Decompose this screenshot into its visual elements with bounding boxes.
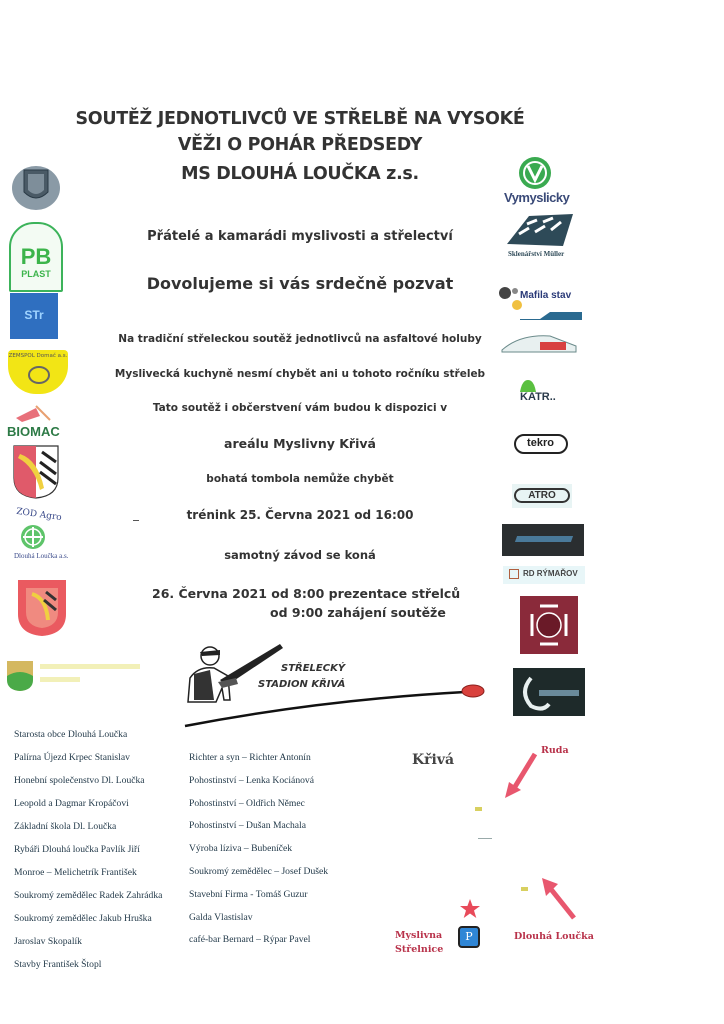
muller-logo-text: Sklenářství Müller bbox=[508, 250, 565, 258]
zemspol-logo-text: ZEMSPOL Domač a.s. bbox=[8, 353, 68, 359]
rd-rymarov-text: RD RÝMAŘOV bbox=[523, 569, 578, 578]
sponsor-item: Pohostinství – Lenka Kociánová bbox=[189, 774, 314, 786]
venue: areálu Myslivny Křivá bbox=[224, 436, 376, 451]
rd-rymarov-logo bbox=[503, 566, 585, 584]
zod-agro-logo bbox=[20, 524, 46, 550]
sponsor-item: café-bar Bernard – Rýpar Pavel bbox=[189, 934, 311, 946]
biomac-emblem bbox=[14, 402, 54, 424]
mafila-bar-graphic bbox=[520, 310, 582, 322]
katr-logo-text: KATR.. bbox=[520, 391, 556, 403]
map-town-label: Křivá bbox=[412, 752, 455, 768]
stadium-line-1: STŘELECKÝ bbox=[281, 663, 346, 674]
stray-mark bbox=[133, 520, 139, 521]
map-myslivna-label bbox=[395, 929, 443, 957]
invite-heading: Dovolujeme si vás srdečně pozvat bbox=[146, 274, 454, 293]
race-info: samotný závod se koná bbox=[224, 548, 376, 562]
sponsors-left-list bbox=[14, 729, 184, 982]
sponsor-item: Výroba líziva – Bubeníček bbox=[189, 843, 293, 855]
greeting: Přátelé a kamarádi myslivosti a střelectví bbox=[147, 229, 453, 244]
sponsor-item: Leopold a Dagmar Kropáčovi bbox=[14, 798, 129, 809]
sponsor-item: Palírna Újezd Krpec Stanislav bbox=[14, 752, 130, 763]
sponsor-item: Pohostinství – Oldřich Němec bbox=[189, 797, 305, 809]
zod-agro-text: ZOD Agro bbox=[15, 506, 63, 524]
atro-logo-text: ATRO bbox=[514, 488, 570, 503]
str-logo-text: STr bbox=[24, 308, 44, 322]
auto-logo bbox=[500, 332, 578, 354]
vymyslicky-logo-text: Vymyslicky bbox=[504, 190, 570, 205]
race-date-line-1: 26. Června 2021 od 8:00 prezentace střelců bbox=[152, 586, 461, 601]
map-marker bbox=[521, 887, 528, 891]
mafila-logo-text: Mafila stav bbox=[520, 290, 572, 301]
sponsor-item: Monroe – Melichetrík František bbox=[14, 867, 137, 878]
faint-logo-text-2 bbox=[40, 677, 80, 682]
pb-plast-text-2: PLAST bbox=[21, 269, 51, 279]
clay-pigeon-icon bbox=[462, 685, 484, 697]
house-icon bbox=[509, 569, 519, 579]
sponsor-item: Základní škola Dl. Loučka bbox=[14, 821, 117, 832]
biomac-logo-text: BIOMAC bbox=[7, 424, 60, 439]
tekro-logo bbox=[514, 434, 568, 454]
map-ruda-label: Ruda bbox=[541, 745, 569, 756]
atro-logo bbox=[512, 484, 572, 508]
map-marker bbox=[475, 807, 482, 811]
faint-logo-text-1 bbox=[40, 664, 140, 669]
map-myslivna-line-2: Střelnice bbox=[395, 944, 444, 955]
arrow-ruda-icon bbox=[503, 750, 539, 802]
stadium-line-2: STADION KŘIVÁ bbox=[258, 679, 346, 690]
training-date: trénink 25. Června 2021 od 16:00 bbox=[186, 508, 414, 522]
tekro-logo-text: tekro bbox=[527, 437, 554, 449]
sponsor-item: Stavební Firma - Tomáš Guzur bbox=[189, 888, 308, 900]
race-date-line-2: od 9:00 zahájení soutěže bbox=[270, 605, 446, 620]
star-icon bbox=[459, 898, 481, 920]
zemspol-logo bbox=[8, 350, 68, 394]
arrow-dlouha-icon bbox=[538, 876, 578, 922]
sponsor-item: Starosta obce Dlouhá Loučka bbox=[14, 729, 128, 740]
muller-logo bbox=[505, 212, 575, 248]
sponsor-item: Galda Vlastislav bbox=[189, 911, 253, 923]
sponsor-item: Richter a syn – Richter Antonín bbox=[189, 752, 311, 763]
pb-plast-logo bbox=[9, 222, 63, 292]
sponsor-item: Soukromý zemědělec – Josef Dušek bbox=[189, 865, 329, 877]
red-shield-logo bbox=[16, 578, 68, 638]
tombola: bohatá tombola nemůže chybět bbox=[206, 473, 394, 485]
sponsor-item: Rybáři Dlouhá loučka Pavlík Jiří bbox=[14, 844, 140, 855]
str-logo bbox=[10, 293, 58, 339]
sponsor-item: Stavby František Štopl bbox=[14, 959, 102, 970]
sponsor-item: Pohostinství – Dušan Machala bbox=[189, 820, 306, 832]
maroon-emblem-logo bbox=[520, 596, 578, 654]
body-line-3: Tato soutěž i občerstvení vám budou k dispozici v bbox=[152, 402, 448, 414]
title-line-1: SOUTĚŽ JEDNOTLIVCŮ VE STŘELBĚ NA VYSOKÉ bbox=[75, 109, 525, 129]
dark-stadium-logo bbox=[513, 668, 585, 716]
sponsor-item: Honební společenstvo Dl. Loučka bbox=[14, 775, 145, 786]
map-dlouha-label: Dlouhá Loučka bbox=[514, 931, 594, 942]
village-shield-logo bbox=[6, 660, 34, 692]
sponsor-item: Jaroslav Skopalík bbox=[14, 936, 82, 947]
map-road-marker bbox=[478, 838, 492, 839]
body-line-1: Na tradiční střeleckou soutěž jednotlivců na asfaltové holuby bbox=[118, 333, 482, 345]
shooter-icon bbox=[188, 644, 283, 702]
town-shield-logo bbox=[12, 444, 60, 500]
title-line-3: MS DLOUHÁ LOUČKA z.s. bbox=[181, 164, 419, 184]
vymyslicky-emblem bbox=[518, 156, 552, 190]
sponsors-right-list bbox=[189, 752, 369, 957]
sponsor-item: Soukromý zemědělec Jakub Hruška bbox=[14, 913, 152, 924]
dark-brand-logo bbox=[502, 524, 584, 556]
sponsor-item: Soukromý zemědělec Radek Zahrádka bbox=[14, 890, 163, 901]
title-line-2: VĚŽI O POHÁR PŘEDSEDY bbox=[177, 135, 423, 155]
map-myslivna-line-1: Myslivna bbox=[395, 930, 443, 941]
body-line-2: Myslivecká kuchyně nesmí chybět ani u tohoto ročníku střeleb bbox=[114, 368, 486, 380]
zod-agro-subtext: Dlouhá Loučka a.s. bbox=[14, 552, 69, 560]
parking-icon: P bbox=[458, 926, 480, 948]
coat-of-arms-logo bbox=[10, 160, 62, 212]
pb-plast-text-1: PB bbox=[20, 244, 52, 269]
